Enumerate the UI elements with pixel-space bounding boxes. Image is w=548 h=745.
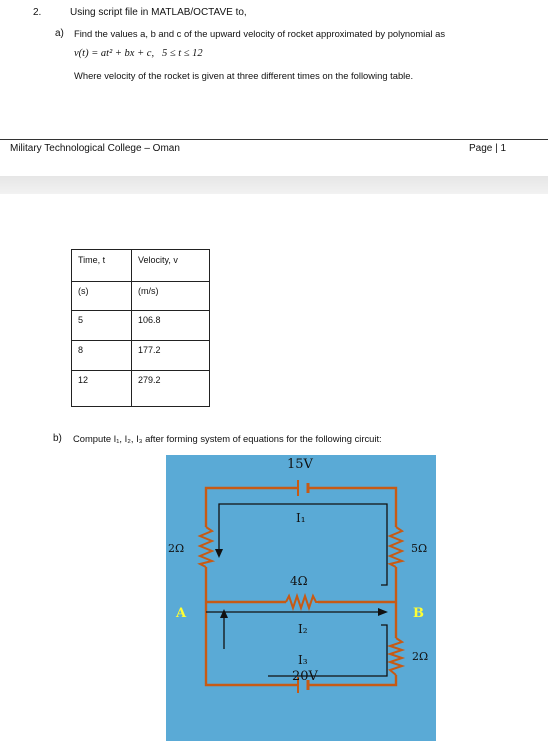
label-15v: 15V [287,457,313,472]
table-cell: 5 [72,311,132,341]
velocity-formula: v(t) = at² + bx + c, 5 ≤ t ≤ 12 [74,48,203,59]
unit-velocity: (m/s) [132,282,210,311]
node-a-label: A [176,606,187,621]
header-time: Time, t [72,250,132,282]
question-number: 2. [33,7,42,18]
label-i1: I₁ [296,511,306,525]
unit-time: (s) [72,282,132,311]
node-b-label: B [413,606,424,621]
table-cell: 106.8 [132,311,210,341]
label-i3: I₃ [298,653,308,667]
label-20v: 20V [292,669,318,684]
table-cell: 177.2 [132,341,210,371]
part-a-label: a) [55,28,64,39]
page-number: Page | 1 [469,143,507,154]
part-a-text: Find the values a, b and c of the upward velocity of rocket approximated by polynomial as [74,28,446,39]
part-b-text: Compute I₁, I₂, I₃ after forming system of equations for the following circuit: [73,433,382,444]
circuit-diagram [166,455,436,741]
footer-rule [0,139,548,140]
question-intro: Using script file in MATLAB/OCTAVE to, [70,7,247,18]
velocity-table [71,249,210,407]
page-gap [0,176,548,194]
label-left-resistor: 2Ω [168,542,185,555]
label-right-top-resistor: 5Ω [411,542,428,555]
header-velocity: Velocity, v [132,250,210,282]
table-cell: 279.2 [132,371,210,407]
label-i2: I₂ [298,622,308,636]
college-name: Military Technological College – Oman [10,143,180,154]
table-cell: 12 [72,371,132,407]
part-b-label: b) [53,433,62,444]
label-middle-resistor: 4Ω [290,574,308,588]
table-cell: 8 [72,341,132,371]
part-a-note: Where velocity of the rocket is given at three different times on the following table. [74,70,414,81]
label-right-bottom-resistor: 2Ω [412,650,429,663]
